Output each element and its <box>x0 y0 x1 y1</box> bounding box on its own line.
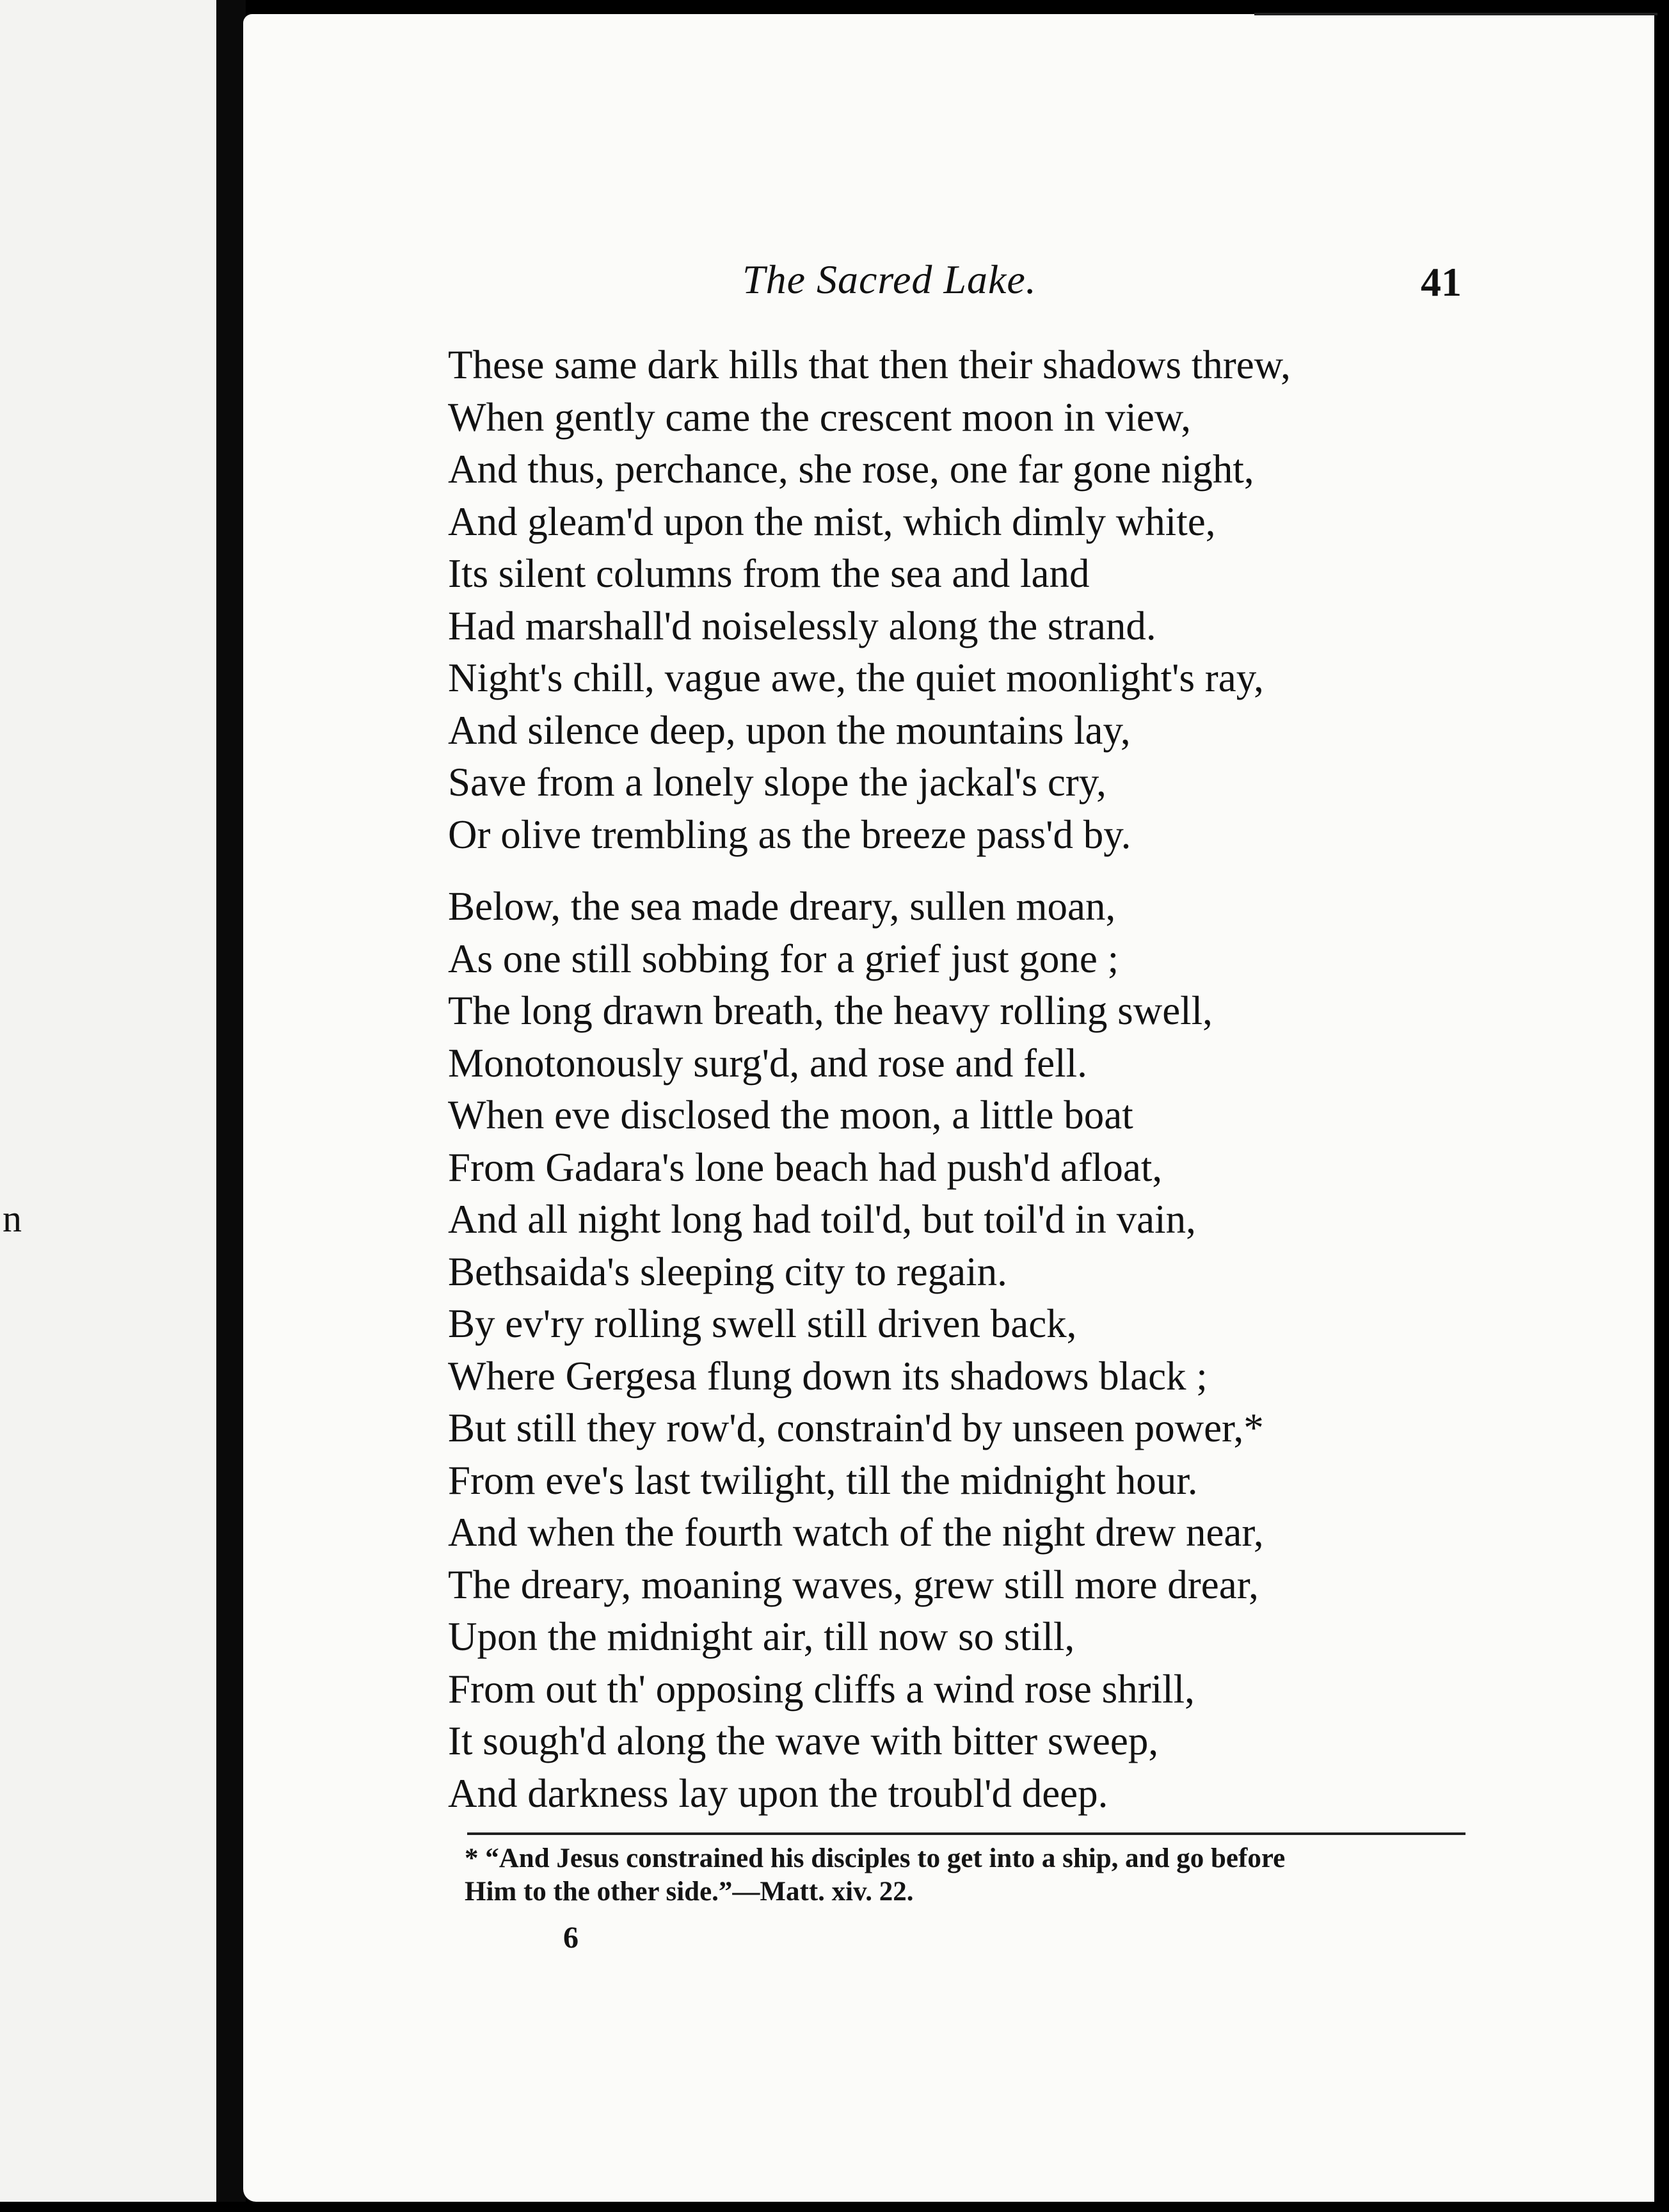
poem-line: Or olive trembling as the breeze pass'd by. <box>448 812 1131 857</box>
footnote <box>465 1842 1489 1909</box>
poem-line: These same dark hills that then their shadows threw, <box>448 342 1291 387</box>
poem-line: From eve's last twilight, till the midnight hour. <box>448 1457 1198 1503</box>
poem-line: Upon the midnight air, till now so still, <box>448 1614 1075 1659</box>
poem-stanza-2 <box>448 881 1497 1820</box>
left-page-edge-character: n <box>3 1198 22 1240</box>
poem-line: And thus, perchance, she rose, one far gone night, <box>448 447 1254 492</box>
poem-line: And silence deep, upon the mountains lay, <box>448 707 1131 753</box>
page-number: 41 <box>1421 259 1462 305</box>
poem-line: From Gadara's lone beach had push'd afloat, <box>448 1144 1163 1190</box>
poem-line: And darkness lay upon the troubl'd deep. <box>448 1770 1108 1816</box>
poem-line: Where Gergesa flung down its shadows black ; <box>448 1353 1208 1399</box>
footnote-line: * “And Jesus constrained his disciples to get into a ship, and go before <box>465 1843 1286 1873</box>
footnote-line: Him to the other side.”—Matt. xiv. 22. <box>465 1877 914 1907</box>
poem-line: Its silent columns from the sea and land <box>448 551 1090 596</box>
poem-line: The long drawn breath, the heavy rolling swell, <box>448 988 1213 1033</box>
poem-line: From out th' opposing cliffs a wind rose shrill, <box>448 1666 1195 1711</box>
poem-line: Bethsaida's sleeping city to regain. <box>448 1249 1007 1294</box>
poem-line: Below, the sea made dreary, sullen moan, <box>448 884 1116 929</box>
poem-line: And gleam'd upon the mist, which dimly white, <box>448 499 1216 544</box>
poem-line: And when the fourth watch of the night drew near, <box>448 1510 1264 1555</box>
poem-line: By ev'ry rolling swell still driven back, <box>448 1301 1077 1346</box>
running-title: The Sacred Lake. <box>742 257 1037 302</box>
book-gutter <box>216 0 246 2202</box>
poem-line: When gently came the crescent moon in view, <box>448 394 1191 440</box>
poem-line: But still they row'd, constrain'd by unseen power,* <box>448 1406 1264 1450</box>
poem-line: The dreary, moaning waves, grew still more drear, <box>448 1562 1259 1607</box>
poem-line: As one still sobbing for a grief just gone ; <box>448 936 1119 981</box>
poem-line: Save from a lonely slope the jackal's cry, <box>448 760 1106 805</box>
poem-line: Night's chill, vague awe, the quiet moonlight's ray, <box>448 655 1264 700</box>
left-page <box>0 0 219 2202</box>
poem-line: When eve disclosed the moon, a little boat <box>448 1093 1133 1137</box>
footnote-divider <box>467 1832 1465 1835</box>
poem-stanza-1 <box>448 339 1497 861</box>
poem-line: Monotonously surg'd, and rose and fell. <box>448 1040 1087 1086</box>
poem-line: Had marshall'd noiselessly along the strand. <box>448 603 1156 648</box>
poem-line: And all night long had toil'd, but toil'd in vain, <box>448 1197 1196 1242</box>
poem-line: It sough'd along the wave with bitter sweep, <box>448 1719 1159 1763</box>
page-header <box>742 256 1472 314</box>
top-edge-rule <box>1254 13 1657 15</box>
signature-mark: 6 <box>563 1921 579 1955</box>
